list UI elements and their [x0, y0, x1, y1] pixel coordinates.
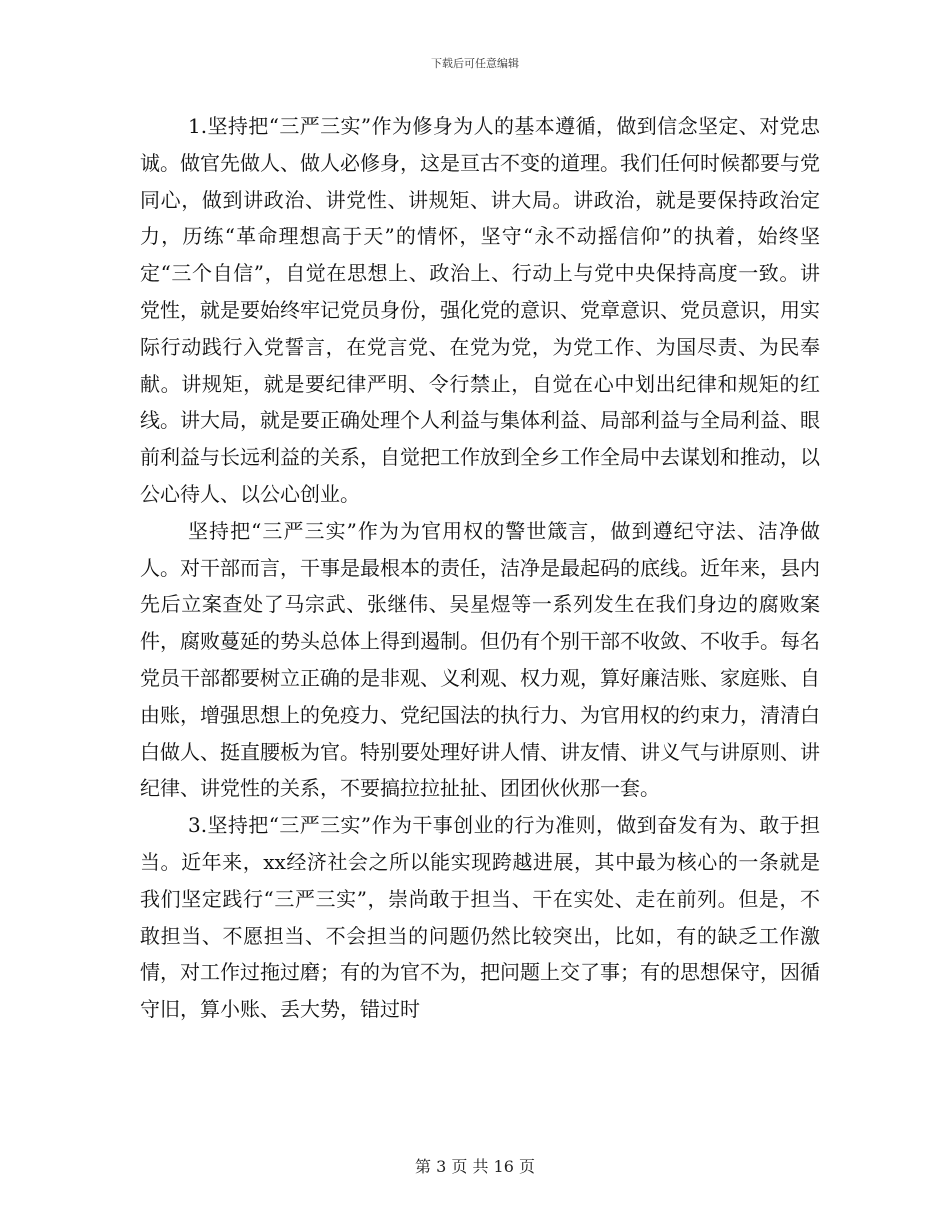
paragraph-3: 3.坚持把“三严三实”作为干事创业的行为准则，做到奋发有为、敢于担当。近年来，xx经济社会之所以能实现跨越进展，其中最为核心的一条就是我们坚定践行“三严三实”，崇尚敢于担当、干在实处、走在前列。但是，不敢担当、不愿担当、不会担当的问题仍然比较突出，比如，有的缺乏工作激情，对工作过拖过磨；有的为官不为，把问题上交了事；有的思想保守，因循守旧，算小账、丢大势，错过时	[140, 813, 820, 1022]
page-header-note: 下载后可任意编辑	[431, 57, 519, 70]
paragraph-2: 坚持把“三严三实”作为为官用权的警世箴言，做到遵纪守法、洁净做人。对干部而言，干事是最根本的责任，洁净是最起码的底线。近年来，县内先后立案查处了马宗武、张继伟、吴星煜等一系列发生在我们身边的腐败案件，腐败蔓延的势头总体上得到遏制。但仍有个别干部不收敛、不收手。每名党员干部都要树立正确的是非观、义利观、权力观，算好廉洁账、家庭账、自由账，增强思想上的免疫力、党纪国法的执行力、为官用权的约束力，清清白白做人、挺直腰板为官。特别要处理好讲人情、讲友情、讲义气与讲原则、讲纪律、讲党性的关系，不要搞拉拉扯扯、团团伙伙那一套。	[140, 518, 820, 801]
document-body	[140, 108, 820, 1028]
page-number: 第 3 页 共 16 页	[415, 1157, 535, 1176]
paragraph-1: 1.坚持把“三严三实”作为修身为人的基本遵循，做到信念坚定、对党忠诚。做官先做人、做人必修身，这是亘古不变的道理。我们任何时候都要与党同心，做到讲政治、讲党性、讲规矩、讲大局。讲政治，就是要保持政治定力，历练“革命理想高于天”的情怀，坚守“永不动摇信仰”的执着，始终坚定“三个自信”，自觉在思想上、政治上、行动上与党中央保持高度一致。讲党性，就是要始终牢记党员身份，强化党的意识、党章意识、党员意识，用实际行动践行入党誓言，在党言党、在党为党，为党工作、为国尽责、为民奉献。讲规矩，就是要纪律严明、令行禁止，自觉在心中划出纪律和规矩的红线。讲大局，就是要正确处理个人利益与集体利益、局部利益与全局利益、眼前利益与长远利益的关系，自觉把工作放到全乡工作全局中去谋划和推动，以公心待人、以公心创业。	[140, 114, 820, 506]
